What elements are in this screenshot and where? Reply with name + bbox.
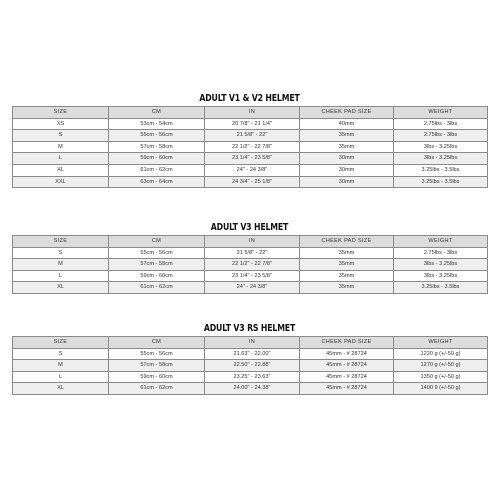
table-cell: 63cm - 64cm bbox=[109, 176, 205, 188]
table-cell: 24" - 24 3/8" bbox=[205, 282, 300, 294]
table-row bbox=[13, 371, 488, 383]
table-cell: 35mm bbox=[300, 141, 394, 153]
table-cell: 21 5/8" - 22" bbox=[205, 247, 300, 259]
column-header: CM bbox=[109, 236, 205, 248]
table-cell: 59cm - 60cm bbox=[109, 270, 205, 282]
table-cell: 24 3/4" - 25 1/8" bbox=[205, 176, 300, 188]
table-row bbox=[13, 164, 488, 176]
table-row bbox=[13, 270, 488, 282]
section-title: ADULT V3 RS HELMET bbox=[203, 323, 296, 334]
table-cell: L bbox=[13, 371, 109, 383]
table-cell: 23 1/4" - 23 5/8" bbox=[205, 270, 300, 282]
table-cell: 45mm - # 28724 bbox=[300, 348, 394, 360]
column-header: SIZE bbox=[13, 337, 109, 349]
table-cell: XL bbox=[13, 282, 109, 294]
table-cell: 3lbs - 3.25lbs bbox=[394, 153, 488, 165]
section-title: ADULT V1 & V2 HELMET bbox=[199, 93, 300, 104]
table-cell: 24.00" - 24.38" bbox=[205, 383, 300, 395]
v3-rs-size-chart bbox=[12, 322, 487, 395]
column-header: WEIGHT bbox=[394, 337, 488, 349]
table-cell: S bbox=[13, 348, 109, 360]
table-cell: 45mm - # 28724 bbox=[300, 360, 394, 372]
table-cell: 45mm - # 28724 bbox=[300, 383, 394, 395]
table-cell: 3lbs - 3.25lbs bbox=[394, 141, 488, 153]
table-cell: XS bbox=[13, 118, 109, 130]
table-cell: 57cm - 58cm bbox=[109, 141, 205, 153]
table-cell: XL bbox=[13, 383, 109, 395]
table-cell: 2.75lbs - 3lbs bbox=[394, 130, 488, 142]
column-header: IN bbox=[205, 337, 300, 349]
table-cell: 61cm - 62cm bbox=[109, 164, 205, 176]
table-cell: 22 1/2" - 22 7/8" bbox=[205, 141, 300, 153]
size-table bbox=[12, 235, 488, 294]
table-cell: S bbox=[13, 130, 109, 142]
table-cell: 1400 9 (+/-50 g) bbox=[394, 383, 488, 395]
table-cell: 24" - 24 3/8" bbox=[205, 164, 300, 176]
table-cell: M bbox=[13, 141, 109, 153]
table-cell: 23 1/4" - 23 5/8" bbox=[205, 153, 300, 165]
table-cell: 53cm - 54cm bbox=[109, 118, 205, 130]
table-cell: 55cm - 56cm bbox=[109, 130, 205, 142]
table-cell: 23.25" - 23.63" bbox=[205, 371, 300, 383]
table-cell: 55cm - 56cm bbox=[109, 247, 205, 259]
table-cell: 35mm bbox=[300, 282, 394, 294]
column-header: SIZE bbox=[13, 236, 109, 248]
table-cell: 57cm - 58cm bbox=[109, 259, 205, 271]
column-header: WEIGHT bbox=[394, 236, 488, 248]
table-cell: 22 1/2" - 22 7/8" bbox=[205, 259, 300, 271]
table-cell: 2.75lbs - 3lbs bbox=[394, 118, 488, 130]
table-row bbox=[13, 360, 488, 372]
table-cell: 30mm bbox=[300, 176, 394, 188]
size-table bbox=[12, 106, 488, 188]
v1-v2-size-chart bbox=[12, 92, 487, 188]
section-title: ADULT V3 HELMET bbox=[210, 222, 289, 233]
table-cell: 1350 g (+/-50 g) bbox=[394, 371, 488, 383]
table-cell: M bbox=[13, 360, 109, 372]
table-cell: 59cm - 60cm bbox=[109, 371, 205, 383]
column-header: IN bbox=[205, 107, 300, 119]
table-cell: L bbox=[13, 153, 109, 165]
table-cell: 35mm bbox=[300, 270, 394, 282]
column-header: CHEEK PAD SIZE bbox=[300, 337, 394, 349]
table-cell: 1220 g (+/-50 g) bbox=[394, 348, 488, 360]
column-header: CM bbox=[109, 107, 205, 119]
column-header: CHEEK PAD SIZE bbox=[300, 236, 394, 248]
header-row bbox=[13, 107, 488, 119]
table-cell: 3lbs - 3.25lbs bbox=[394, 270, 488, 282]
table-cell: 35mm bbox=[300, 247, 394, 259]
table-cell: 59cm - 60cm bbox=[109, 153, 205, 165]
table-cell: M bbox=[13, 259, 109, 271]
table-row bbox=[13, 259, 488, 271]
table-cell: 45mm - # 28724 bbox=[300, 371, 394, 383]
table-cell: 40mm bbox=[300, 118, 394, 130]
table-cell: L bbox=[13, 270, 109, 282]
v3-size-chart bbox=[12, 221, 487, 294]
table-cell: 30mm bbox=[300, 164, 394, 176]
table-cell: 35mm bbox=[300, 130, 394, 142]
table-row bbox=[13, 118, 488, 130]
column-header: CM bbox=[109, 337, 205, 349]
column-header: WEIGHT bbox=[394, 107, 488, 119]
table-cell: 61cm - 62cm bbox=[109, 383, 205, 395]
table-cell: 3.25lbs - 3.5lbs bbox=[394, 164, 488, 176]
table-row bbox=[13, 153, 488, 165]
table-cell: XXL bbox=[13, 176, 109, 188]
table-row bbox=[13, 176, 488, 188]
table-cell: 20 7/8" - 21 1/4" bbox=[205, 118, 300, 130]
table-cell: 1270 g (+/-50 g) bbox=[394, 360, 488, 372]
column-header: SIZE bbox=[13, 107, 109, 119]
table-cell: 22.50" - 22.88" bbox=[205, 360, 300, 372]
table-cell: 57cm - 58cm bbox=[109, 360, 205, 372]
header-row bbox=[13, 236, 488, 248]
table-row bbox=[13, 282, 488, 294]
table-cell: 3lbs - 3.25lbs bbox=[394, 259, 488, 271]
table-cell: 55cm - 56cm bbox=[109, 348, 205, 360]
table-row bbox=[13, 130, 488, 142]
table-cell: 3.25lbs - 3.5lbs bbox=[394, 282, 488, 294]
table-cell: 61cm - 62cm bbox=[109, 282, 205, 294]
table-cell: 2.75lbs - 3lbs bbox=[394, 247, 488, 259]
column-header: CHEEK PAD SIZE bbox=[300, 107, 394, 119]
table-cell: 3.25lbs - 3.5lbs bbox=[394, 176, 488, 188]
table-row bbox=[13, 348, 488, 360]
table-cell: S bbox=[13, 247, 109, 259]
table-row bbox=[13, 247, 488, 259]
header-row bbox=[13, 337, 488, 349]
size-table bbox=[12, 336, 488, 395]
table-cell: XL bbox=[13, 164, 109, 176]
table-row bbox=[13, 141, 488, 153]
table-cell: 30mm bbox=[300, 153, 394, 165]
column-header: IN bbox=[205, 236, 300, 248]
table-cell: 21.63" - 22.00" bbox=[205, 348, 300, 360]
table-row bbox=[13, 383, 488, 395]
table-cell: 21 5/8" - 22" bbox=[205, 130, 300, 142]
table-cell: 35mm bbox=[300, 259, 394, 271]
